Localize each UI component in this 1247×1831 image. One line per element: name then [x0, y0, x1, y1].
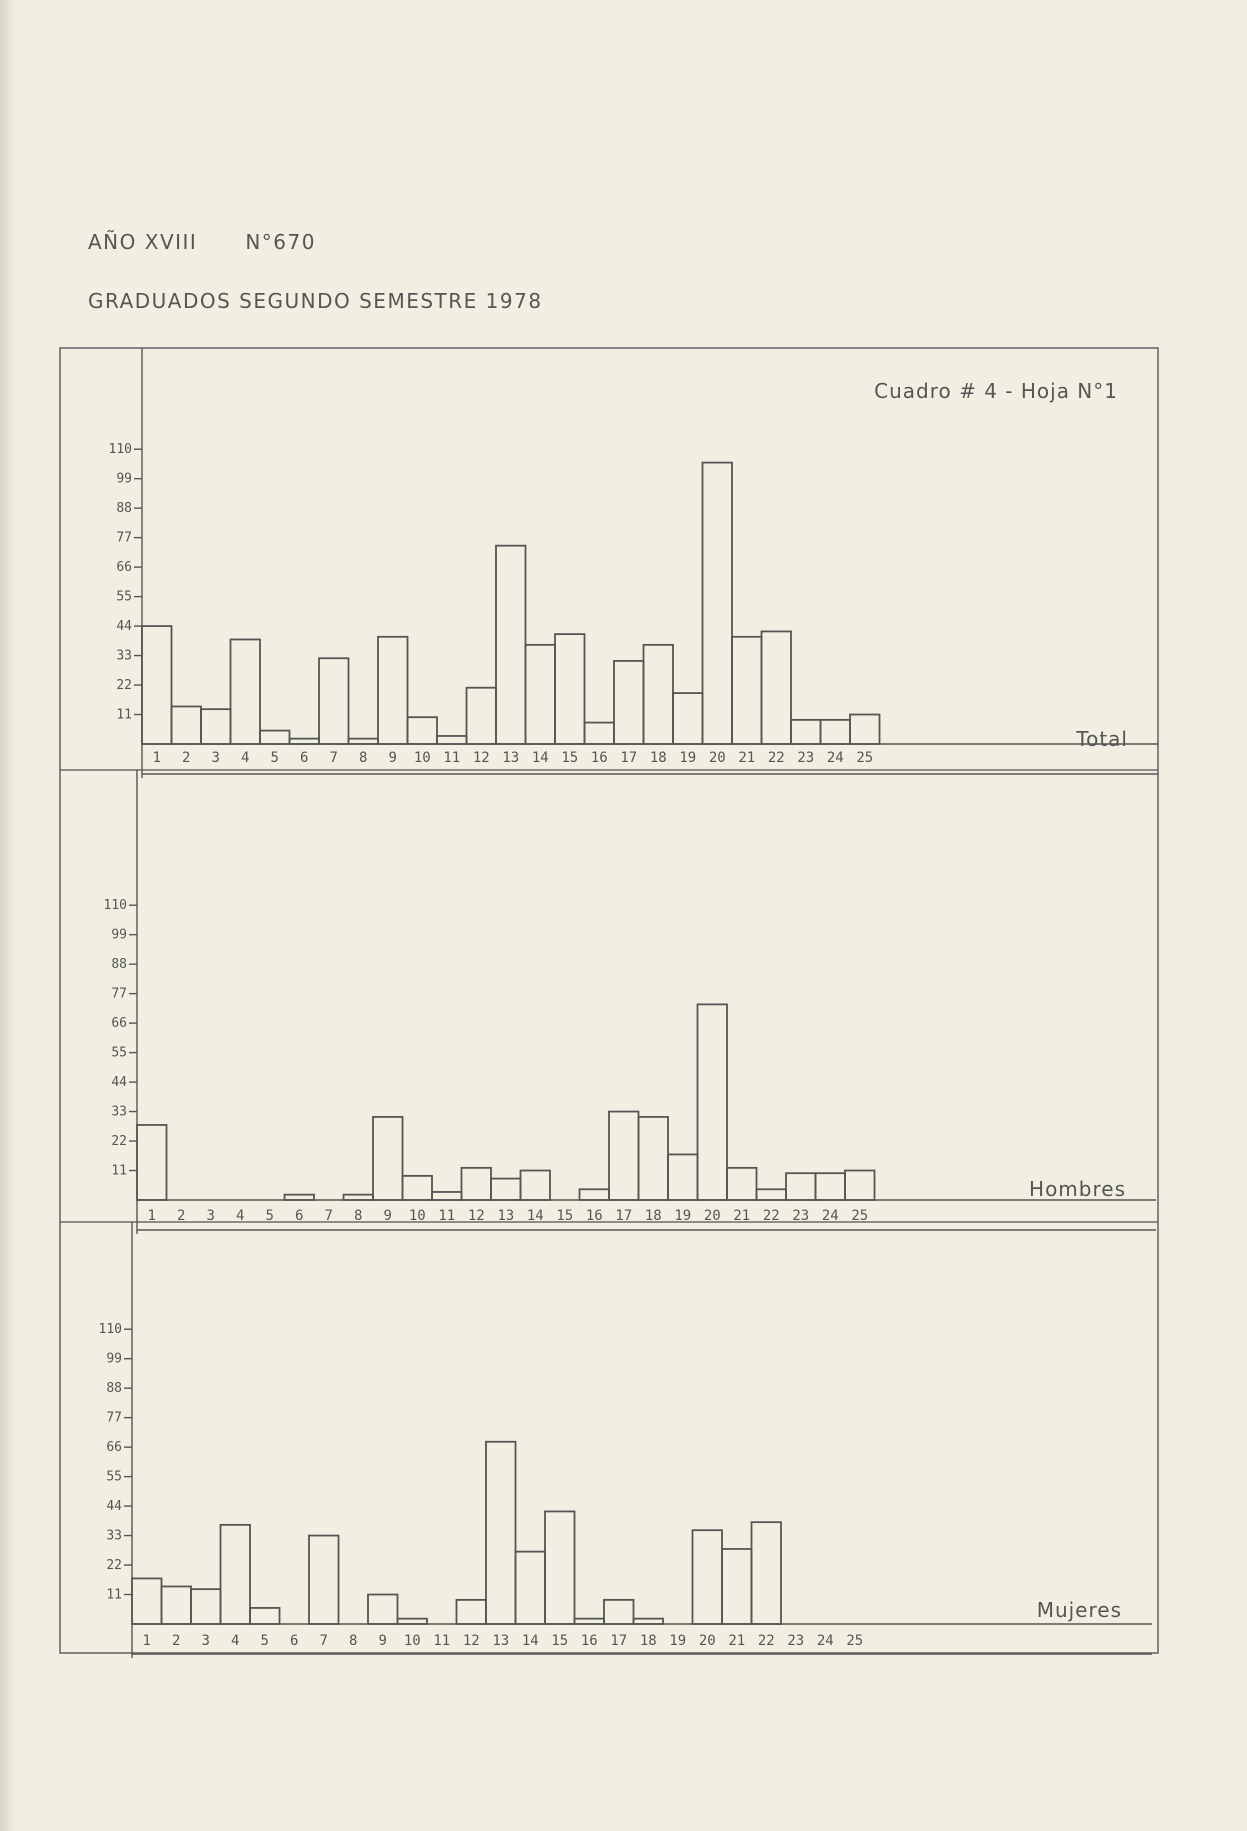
x-tick-label: 10 [413, 750, 431, 766]
x-tick-label: 24 [816, 1633, 834, 1649]
bar [614, 661, 644, 744]
x-tick-label: 2 [182, 750, 191, 766]
y-tick-label: 77 [106, 1410, 122, 1426]
y-tick-label: 110 [98, 1322, 122, 1338]
bar [634, 1619, 664, 1624]
x-tick-label: 14 [531, 750, 549, 766]
bar [491, 1179, 521, 1200]
x-tick-label: 19 [669, 1633, 687, 1649]
bar [526, 645, 556, 744]
y-tick-label: 22 [116, 678, 132, 694]
x-tick-label: 6 [295, 1208, 304, 1224]
y-tick-label: 110 [108, 442, 132, 458]
panel-title: Total [1076, 727, 1128, 751]
y-tick-label: 33 [116, 648, 132, 664]
bar [757, 1189, 787, 1200]
cuadro-label: Cuadro # 4 - Hoja N°1 [874, 379, 1118, 403]
bar [644, 645, 674, 744]
x-tick-label: 13 [492, 1633, 510, 1649]
x-tick-label: 7 [329, 750, 338, 766]
y-tick-label: 88 [106, 1381, 122, 1397]
x-tick-label: 9 [378, 1633, 387, 1649]
bar [191, 1589, 221, 1624]
x-tick-label: 25 [856, 750, 874, 766]
x-tick-label: 3 [206, 1208, 215, 1224]
x-tick-label: 1 [152, 750, 161, 766]
panel-title: Hombres [1029, 1177, 1126, 1201]
x-tick-label: 13 [502, 750, 520, 766]
x-tick-label: 17 [620, 750, 638, 766]
y-tick-label: 33 [106, 1528, 122, 1544]
bar [437, 736, 467, 744]
x-tick-label: 1 [147, 1208, 156, 1224]
y-tick-label: 99 [116, 471, 132, 487]
chart-panel-total [109, 348, 1158, 778]
bar [290, 739, 320, 744]
x-tick-label: 14 [526, 1208, 544, 1224]
x-tick-label: 7 [319, 1633, 328, 1649]
x-tick-label: 21 [733, 1208, 751, 1224]
x-tick-label: 12 [467, 1208, 485, 1224]
x-tick-label: 13 [497, 1208, 515, 1224]
x-tick-label: 9 [388, 750, 397, 766]
bar [585, 723, 615, 744]
bar [132, 1578, 162, 1624]
bar [762, 631, 792, 744]
header-year: AÑO XVIII [88, 230, 198, 254]
y-tick-label: 88 [111, 957, 127, 973]
bar [673, 693, 703, 744]
bar [201, 709, 231, 744]
bar [486, 1442, 516, 1624]
y-tick-label: 22 [106, 1558, 122, 1574]
bar [457, 1600, 487, 1624]
x-tick-label: 16 [585, 1208, 603, 1224]
x-tick-label: 5 [260, 1633, 269, 1649]
x-tick-label: 24 [826, 750, 844, 766]
x-tick-label: 20 [703, 1208, 721, 1224]
bar [698, 1004, 728, 1200]
bar [575, 1619, 605, 1624]
bar [344, 1195, 374, 1200]
bar [496, 546, 526, 744]
bar [378, 637, 408, 744]
bar [319, 658, 349, 744]
x-tick-label: 5 [265, 1208, 274, 1224]
x-tick-label: 12 [462, 1633, 480, 1649]
bar [250, 1608, 280, 1624]
x-tick-label: 3 [211, 750, 220, 766]
x-tick-label: 8 [359, 750, 368, 766]
x-tick-label: 16 [580, 1633, 598, 1649]
panel-title: Mujeres [1036, 1598, 1122, 1622]
x-tick-label: 22 [757, 1633, 775, 1649]
x-tick-label: 10 [408, 1208, 426, 1224]
x-tick-label: 22 [767, 750, 785, 766]
bar [845, 1171, 875, 1200]
bar [732, 637, 762, 744]
bar [137, 1125, 167, 1200]
bar [816, 1173, 846, 1200]
x-tick-label: 11 [433, 1633, 451, 1649]
bar [821, 720, 851, 744]
bar [555, 634, 585, 744]
bar [467, 688, 497, 744]
x-tick-label: 2 [177, 1208, 186, 1224]
y-tick-label: 22 [111, 1134, 127, 1150]
y-tick-label: 11 [106, 1587, 122, 1603]
bar [545, 1511, 575, 1624]
y-tick-label: 33 [111, 1104, 127, 1120]
bar [727, 1168, 757, 1200]
chart-panel-mujeres [99, 1222, 1152, 1658]
x-tick-label: 7 [324, 1208, 333, 1224]
header-title: GRADUADOS SEGUNDO SEMESTRE 1978 [88, 289, 543, 313]
x-tick-label: 8 [349, 1633, 358, 1649]
x-tick-label: 21 [738, 750, 756, 766]
bar [309, 1536, 339, 1624]
y-tick-label: 55 [111, 1045, 127, 1061]
x-tick-label: 1 [142, 1633, 151, 1649]
x-tick-label: 23 [797, 750, 815, 766]
y-tick-label: 99 [111, 927, 127, 943]
y-tick-label: 44 [106, 1499, 122, 1515]
bar [850, 715, 880, 744]
x-tick-label: 18 [644, 1208, 662, 1224]
x-tick-label: 16 [590, 750, 608, 766]
x-tick-label: 18 [639, 1633, 657, 1649]
x-tick-label: 19 [679, 750, 697, 766]
bar [172, 706, 202, 744]
x-tick-label: 2 [172, 1633, 181, 1649]
bar [403, 1176, 433, 1200]
bar [162, 1586, 192, 1624]
x-tick-label: 17 [610, 1633, 628, 1649]
x-tick-label: 15 [561, 750, 579, 766]
x-tick-label: 11 [443, 750, 461, 766]
bar [791, 720, 821, 744]
x-tick-label: 23 [792, 1208, 810, 1224]
x-tick-label: 10 [403, 1633, 421, 1649]
outer-frame [60, 348, 1158, 1653]
y-tick-label: 77 [116, 530, 132, 546]
bar [786, 1173, 816, 1200]
x-tick-label: 17 [615, 1208, 633, 1224]
x-tick-label: 22 [762, 1208, 780, 1224]
x-tick-label: 12 [472, 750, 490, 766]
bar [408, 717, 438, 744]
y-tick-label: 77 [111, 986, 127, 1002]
x-tick-label: 18 [649, 750, 667, 766]
bar [703, 463, 733, 744]
header-number: N°670 [245, 230, 316, 254]
x-tick-label: 8 [354, 1208, 363, 1224]
x-tick-label: 3 [201, 1633, 210, 1649]
x-tick-label: 5 [270, 750, 279, 766]
x-tick-label: 25 [851, 1208, 869, 1224]
chart-panel-hombres [104, 770, 1156, 1234]
bar [639, 1117, 669, 1200]
y-tick-label: 11 [111, 1163, 127, 1179]
y-tick-label: 110 [103, 898, 127, 914]
bar [516, 1552, 546, 1624]
bar [752, 1522, 782, 1624]
bar [221, 1525, 251, 1624]
bar [521, 1171, 551, 1200]
y-tick-label: 66 [116, 560, 132, 576]
x-tick-label: 6 [290, 1633, 299, 1649]
x-tick-label: 20 [708, 750, 726, 766]
bar [368, 1595, 398, 1624]
bar [722, 1549, 752, 1624]
x-tick-label: 24 [821, 1208, 839, 1224]
bar [231, 639, 261, 744]
x-tick-label: 25 [846, 1633, 864, 1649]
x-tick-label: 4 [231, 1633, 240, 1649]
y-tick-label: 99 [106, 1351, 122, 1367]
bar [432, 1192, 462, 1200]
bar [398, 1619, 428, 1624]
x-tick-label: 15 [551, 1633, 569, 1649]
y-tick-label: 44 [111, 1075, 127, 1091]
bar [693, 1530, 723, 1624]
x-tick-label: 4 [241, 750, 250, 766]
bar [609, 1112, 639, 1200]
y-tick-label: 44 [116, 619, 132, 635]
x-tick-label: 6 [300, 750, 309, 766]
y-tick-label: 55 [106, 1469, 122, 1485]
bar [260, 731, 290, 744]
y-tick-label: 88 [116, 501, 132, 517]
bar [285, 1195, 315, 1200]
x-tick-label: 11 [438, 1208, 456, 1224]
bar [349, 739, 379, 744]
bar [142, 626, 172, 744]
x-tick-label: 14 [521, 1633, 539, 1649]
bar [604, 1600, 634, 1624]
x-tick-label: 23 [787, 1633, 805, 1649]
x-tick-label: 21 [728, 1633, 746, 1649]
y-tick-label: 66 [106, 1440, 122, 1456]
bar [580, 1189, 610, 1200]
x-tick-label: 4 [236, 1208, 245, 1224]
x-tick-label: 15 [556, 1208, 574, 1224]
x-tick-label: 19 [674, 1208, 692, 1224]
bar [668, 1154, 698, 1200]
y-tick-label: 11 [116, 707, 132, 723]
x-tick-label: 9 [383, 1208, 392, 1224]
x-tick-label: 20 [698, 1633, 716, 1649]
y-tick-label: 66 [111, 1016, 127, 1032]
bar [462, 1168, 492, 1200]
y-tick-label: 55 [116, 589, 132, 605]
bar [373, 1117, 403, 1200]
